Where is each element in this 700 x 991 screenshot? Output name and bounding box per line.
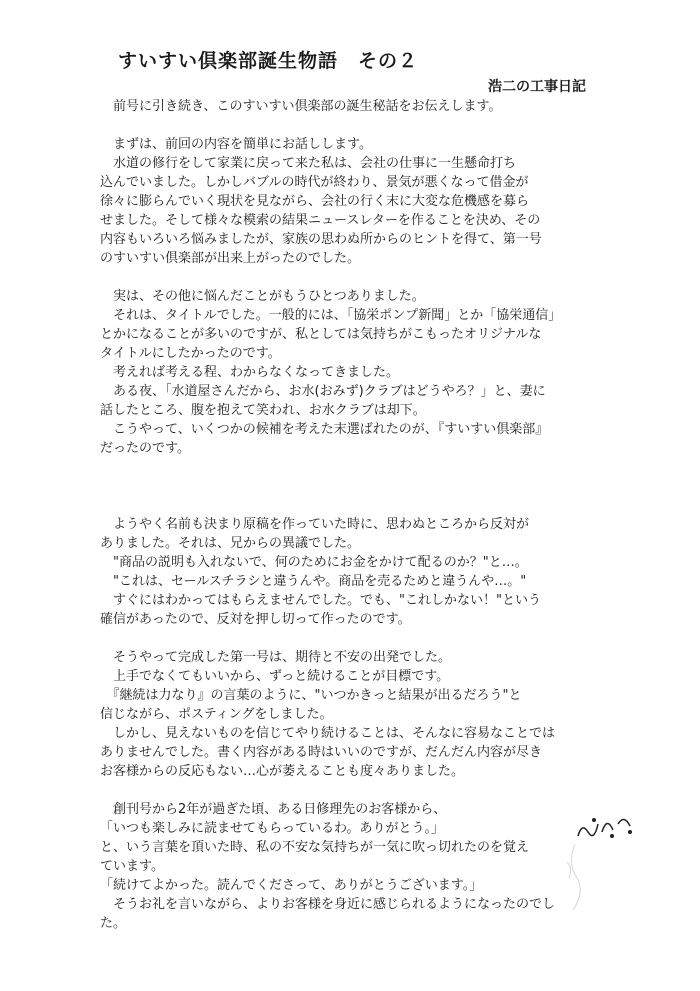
paragraph-gratitude: 創刊号から2年が過ぎた頃、ある日修理先のお客様から、 「いつも楽しみに読ませてもらっているわ。ありがとう。」 と、いう言葉を頂いた時、私の不安な気持ちが一気に吹っ切れたのを覚え ています。 「続けてよかった。読んでくださって、ありがとうございます。」 そうお礼を言いながら、よりお客様を身近に感じられるようになったのでし た。 <box>100 802 556 931</box>
paragraph-first-issue: そうやって完成した第一号は、期待と不安の出発でした。 上手でなくてもいいから、ずっと続けることが目標です。 『継続は力なり』の言葉のように、"いつかきっと結果が出るだろう"と 信じながら、ポスティングをしました。 しかし、見えないものを信じてやり続けることは、そんなに容易なことでは ありませんでした。書く内容がある時はいいのですが、だんだん内容が尽き お客様からの反応もない…心が萎えることも度々ありました。 <box>100 650 556 779</box>
article-title: すいすい倶楽部誕生物語 その２ <box>118 50 419 72</box>
flower-doodle-icon <box>572 806 642 846</box>
faint-stem-doodle-icon <box>555 842 595 912</box>
article-body <box>100 97 600 933</box>
paragraph-objection: ようやく名前も決まり原稿を作っていた時に、思わぬところから反対が ありました。それは、兄からの異議でした。 "商品の説明も入れないで、何のためにお金をかけて配るのか？"と…。 "これは、セールスチラシと違うんや。商品を売るためと違うんや…。" すぐにはわかってはもらえませんでした。でも、"これしかない！"という 確信があったので、反対を押し切って作ったのです。 <box>100 517 541 627</box>
paragraph-title-story: 実は、その他に悩んだことがもうひとつありました。 それは、タイトルでした。一般的には、「協栄ポンプ新聞」とか「協栄通信」 とかになることが多いのですが、私としては気持ちがこもったオリジナルな タイトルにしたかったのです。 考えれば考える程、わからなくなってきました。 ある夜、「水道屋さんだから、お水(おみず)クラブはどうやろ？」と、妻に 話したところ、腹を抱えて笑われ、お水クラブは却下。 こうやって、いくつかの候補を考えた末選ばれたのが、『すいすい倶楽部』 だったのです。 <box>100 289 562 456</box>
paragraph-recap: まずは、前回の内容を簡単にお話しします。 水道の修行をして家業に戻って来た私は、会社の仕事に一生懸命打ち 込んでいました。しかしバブルの時代が終わり、景気が悪くなって借金が 徐々に膨らんでいく現状を見ながら、会社の行く末に大変な危機感を募ら せました。そして様々な模索の結果ニュースレターを作ることを決め、その 内容もいろいろ悩みましたが、家族の思わぬ所からのヒントを得て、第一号 のすいすい倶楽部が出来上がったのでした。 <box>100 137 542 266</box>
column-subtitle: 浩二の工事日記 <box>488 79 586 95</box>
paragraph-intro: 前号に引き続き、このすいすい倶楽部の誕生秘話をお伝えします。 <box>100 99 502 114</box>
